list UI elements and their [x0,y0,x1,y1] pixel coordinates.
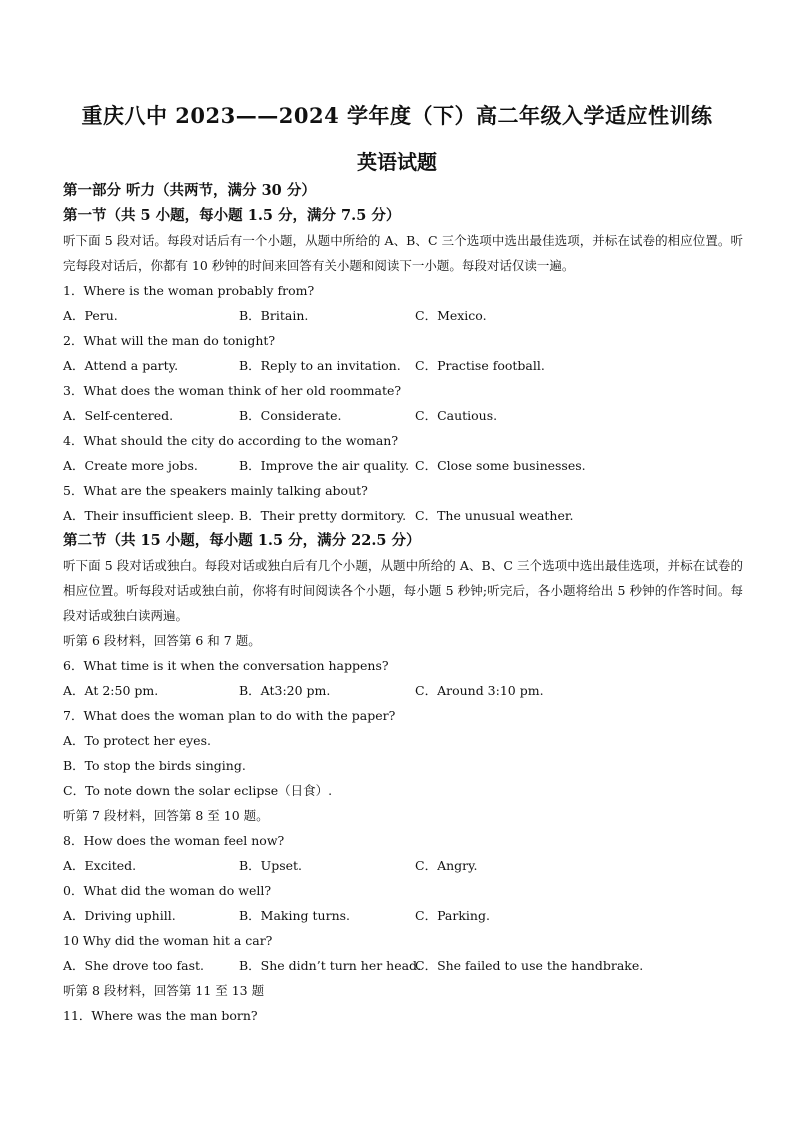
section1-instructions: 听下面 5 段对话。每段对话后有一个小题，从题中所给的 A、B、C 三个选项中选出最佳选项，并标在试卷的相应位置。听完每段对话后，你都有 10 秒钟的时间来回答有关小题和阅读下一小题。每段对话仅读一遍。 [63,233,743,273]
option-b: B．Reply to an invitation. [239,358,401,373]
material-7-note: 听第 7 段材料，回答第 8 至 10 题。 [63,808,269,823]
question-7: 7．What does the woman plan to do with the paper? [63,708,396,723]
question-1: 1．Where is the woman probably from? [63,283,315,298]
options-9 [63,903,743,928]
option-c: C．Mexico. [415,308,487,323]
option-a: A．Attend a party. [63,358,179,373]
option-b: B．At3:20 pm. [239,683,331,698]
section2-heading: 第二节（共 15 小题，每小题 1.5 分，满分 22.5 分） [63,532,421,549]
option-a: A．Driving uphill. [63,908,176,923]
option-a: A．Peru. [63,308,118,323]
option-c: C．She failed to use the handbrake. [415,958,644,973]
option-a: A．At 2:50 pm. [63,683,159,698]
option-a: A．To protect her eyes. [63,733,211,748]
option-b: B．Their pretty dormitory. [239,508,407,523]
option-b: B．She didn’t turn her head. [239,958,422,973]
option-c: C．Cautious. [415,408,498,423]
question-2: 2．What will the man do tonight? [63,333,276,348]
question-6: 6．What time is it when the conversation happens? [63,658,389,673]
question-8: 8．How does the woman feel now? [63,833,285,848]
options-4 [63,453,743,478]
option-c: C．To note down the solar eclipse（日食）. [63,783,333,798]
option-b: B．Upset. [239,858,303,873]
option-a: A．Create more jobs. [63,458,198,473]
option-b: B．Making turns. [239,908,351,923]
option-c: C．Close some businesses. [415,458,586,473]
option-b: B．Improve the air quality. [239,458,410,473]
question-4: 4．What should the city do according to the woman? [63,433,399,448]
option-c: C．Angry. [415,858,478,873]
question-10: 10 Why did the woman hit a car? [63,933,273,948]
option-a: A．Self-centered. [63,408,174,423]
option-a: A．Excited. [63,858,137,873]
options-8 [63,853,743,878]
material-6-note: 听第 6 段材料，回答第 6 和 7 题。 [63,633,261,648]
option-b: B．Considerate. [239,408,342,423]
option-b: B．To stop the birds singing. [63,758,246,773]
exam-body [63,178,743,1028]
options-10 [63,953,743,978]
option-a: A．She drove too fast. [63,958,204,973]
options-1 [63,303,743,328]
option-c: C．Parking. [415,908,490,923]
options-2 [63,353,743,378]
part-heading: 第一部分 听力（共两节，满分 30 分） [63,182,316,199]
option-c: C．Practise football. [415,358,545,373]
exam-subtitle: 英语试题 [357,150,437,174]
exam-title: 重庆八中 2023——2024 学年度（下）高二年级入学适应性训练 [81,103,713,128]
options-3 [63,403,743,428]
option-c: C．The unusual weather. [415,508,574,523]
options-6 [63,678,743,703]
option-a: A．Their insufficient sleep. [63,508,235,523]
material-8-note: 听第 8 段材料，回答第 11 至 13 题 [63,983,265,998]
question-11: 11．Where was the man born? [63,1008,258,1023]
options-5 [63,503,743,528]
option-c: C．Around 3:10 pm. [415,683,544,698]
question-9: 0．What did the woman do well? [63,883,272,898]
option-b: B．Britain. [239,308,309,323]
question-5: 5．What are the speakers mainly talking about? [63,483,368,498]
section1-heading: 第一节（共 5 小题，每小题 1.5 分，满分 7.5 分） [63,207,401,224]
question-3: 3．What does the woman think of her old roommate? [63,383,402,398]
section2-instructions: 听下面 5 段对话或独白。每段对话或独白后有几个小题，从题中所给的 A、B、C 三个选项中选出最佳选项，并标在试卷的相应位置。听每段对话或独白前，你将有时间阅读各个小题，每小题 5 秒钟;听完后，各小题将给出 5 秒钟的作答时间。每段对话或独白读两遍。 [63,558,743,623]
